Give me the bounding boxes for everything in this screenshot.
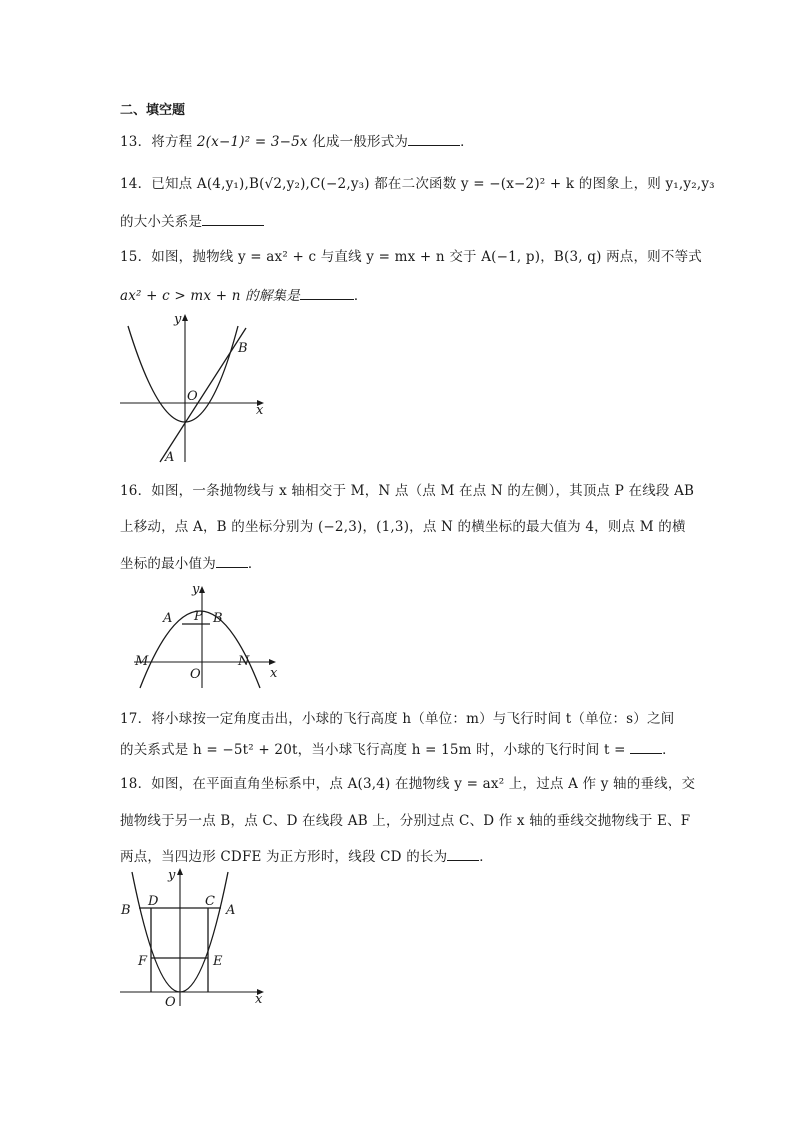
question-14-line-2: [120, 210, 264, 230]
q14-number: 14．: [120, 176, 152, 192]
q17-answer-blank[interactable]: [630, 752, 662, 754]
q14-line-1: 已知点 A(4,y₁),B(√2,y₂),C(−2,y₃) 都在二次函数 y = −(x−2)² + k 的图象上，则 y₁,y₂,y₃: [151, 176, 715, 192]
q17-line-1: 将小球按一定角度击出，小球的飞行高度 h（单位：m）与飞行时间 t（单位：s）之间: [151, 711, 675, 727]
question-13: [120, 130, 474, 150]
question-17-line-2: [120, 738, 676, 758]
q16-line-3: 坐标的最小值为: [120, 556, 216, 572]
q17-period: ．: [662, 742, 676, 758]
q18-label-d: D: [148, 894, 159, 909]
question-17-line-1: [120, 707, 674, 727]
q13-number: 13．: [120, 134, 152, 150]
q18-label-b: B: [121, 903, 131, 918]
q15-label-b: B: [238, 341, 248, 356]
q16-label-x: x: [270, 666, 278, 681]
q15-label-o: O: [187, 389, 198, 404]
q15-line-1: 如图，抛物线 y = ax² + c 与直线 y = mx + n 交于 A(−1, p)，B(3, q) 两点，则不等式: [151, 249, 702, 265]
q16-label-n: N: [238, 654, 250, 669]
question-16-line-3: [120, 552, 262, 572]
q18-line-2: 抛物线于另一点 B，点 C、D 在线段 AB 上，分别过点 C、D 作 x 轴的垂线交抛物线于 E、F: [120, 813, 691, 829]
q18-line-1: 如图，在平面直角坐标系中，点 A(3,4) 在抛物线 y = ax² 上，过点 A 作 y 轴的垂线，交: [151, 776, 696, 792]
q18-y-axis-arrow: [177, 868, 183, 875]
q16-label-b: B: [213, 611, 223, 626]
q15-parabola: [128, 326, 238, 422]
q16-number: 16．: [120, 483, 152, 499]
q18-label-f: F: [138, 954, 148, 969]
question-15-line-2: [120, 284, 368, 304]
q18-label-e: E: [213, 954, 223, 969]
q14-answer-blank[interactable]: [202, 224, 264, 226]
q15-label-y: y: [174, 312, 182, 327]
q15-line-2: ax² + c > mx + n 的解集是: [120, 288, 300, 304]
section-title: 二、填空题: [120, 103, 186, 118]
q18-figure: [118, 866, 278, 1010]
q18-number: 18．: [120, 776, 152, 792]
q16-line-2: 上移动，点 A，B 的坐标分别为 (−2,3)，(1,3)，点 N 的横坐标的最大值为 4，则点 M 的横: [120, 519, 686, 535]
question-18-line-1: [120, 772, 695, 792]
question-18-line-3: [120, 845, 493, 865]
q16-x-axis-arrow: [269, 659, 276, 665]
q13-text-pre: 将方程: [151, 134, 197, 150]
q18-label-y: y: [168, 868, 176, 883]
q13-period: ．: [460, 134, 474, 150]
q15-period: ．: [353, 288, 368, 304]
q13-answer-blank[interactable]: [408, 144, 460, 146]
question-18-line-2: [120, 809, 690, 829]
q14-line-2: 的大小关系是: [120, 214, 203, 230]
q18-period: ．: [479, 849, 493, 865]
q16-label-a: A: [163, 611, 173, 626]
q16-period: ．: [247, 556, 262, 572]
q16-label-y: y: [192, 582, 200, 597]
q16-label-m: M: [135, 654, 149, 669]
q18-label-x: x: [255, 992, 263, 1007]
question-16-line-2: [120, 515, 686, 535]
q18-label-o: O: [165, 995, 176, 1010]
q16-answer-blank[interactable]: [216, 566, 248, 568]
q18-label-c: C: [205, 894, 215, 909]
q15-label-x: x: [256, 403, 264, 418]
q16-label-o: O: [190, 667, 201, 682]
q15-y-axis-arrow: [182, 314, 188, 321]
q16-figure: [132, 582, 282, 690]
q16-line-1: 如图，一条抛物线与 x 轴相交于 M，N 点（点 M 在点 N 的左侧），其顶点 P 在线段 AB: [151, 483, 695, 499]
q15-answer-blank[interactable]: [300, 298, 354, 300]
question-15-line-1: [120, 245, 702, 265]
q15-number: 15．: [120, 249, 152, 265]
q18-label-a: A: [226, 903, 236, 918]
q16-label-p: P: [194, 609, 203, 624]
question-16-line-1: [120, 479, 694, 499]
q18-line-3: 两点，当四边形 CDFE 为正方形时，线段 CD 的长为: [120, 849, 448, 865]
q15-line: [160, 328, 246, 462]
q15-figure: [118, 312, 278, 464]
q15-label-a: A: [165, 450, 175, 465]
question-14-line-1: [120, 172, 715, 192]
q17-number: 17．: [120, 711, 152, 727]
q17-line-2: 的关系式是 h = −5t² + 20t，当小球飞行高度 h = 15m 时，小球的飞行时间 t =: [120, 742, 626, 758]
q13-equation: 2(x−1)² = 3−5x: [196, 134, 308, 150]
q18-answer-blank[interactable]: [447, 859, 479, 861]
q13-text-post: 化成一般形式为: [307, 134, 409, 150]
q16-y-axis-arrow: [199, 586, 205, 593]
